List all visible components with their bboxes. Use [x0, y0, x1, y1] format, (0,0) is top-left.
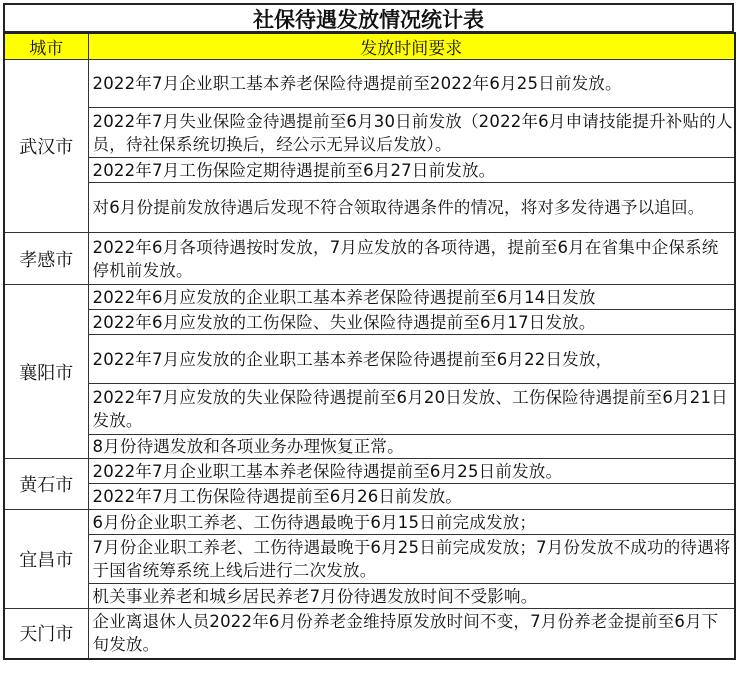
requirement-cell: 2022年7月工伤保险待遇提前至6月26日前发放。 — [88, 484, 735, 510]
table-row — [4, 310, 735, 335]
requirement-cell: 2022年6月应发放的工伤保险、失业保险待遇提前至6月17日发放。 — [88, 310, 735, 335]
city-cell-huangshi: 黄石市 — [4, 459, 88, 510]
requirement-cell: 2022年7月企业职工基本养老保险待遇提前至6月25日前发放。 — [88, 459, 735, 484]
requirement-cell: 机关事业养老和城乡居民养老7月份待遇发放时间不受影响。 — [88, 584, 735, 609]
requirement-cell: 企业离退休人员2022年6月份养老金维持原发放时间不变，7月份养老金提前至6月下旬发放。 — [88, 609, 735, 659]
table-row — [4, 285, 735, 310]
header-requirement: 发放时间要求 — [88, 33, 735, 60]
table-row — [4, 535, 735, 584]
table-row — [4, 158, 735, 183]
city-cell-xiaogan: 孝感市 — [4, 233, 88, 285]
city-cell-wuhan: 武汉市 — [4, 60, 88, 233]
requirement-cell: 2022年7月应发放的企业职工基本养老保险待遇提前至6月22日发放， — [88, 335, 735, 384]
table-row — [4, 183, 735, 233]
requirement-cell: 8月份待遇发放和各项业务办理恢复正常。 — [88, 435, 735, 459]
requirement-cell: 2022年6月应发放的企业职工基本养老保险待遇提前至6月14日发放 — [88, 285, 735, 310]
city-cell-yichang: 宜昌市 — [4, 510, 88, 609]
table-row — [4, 435, 735, 459]
table-row — [4, 510, 735, 535]
table-row — [4, 459, 735, 484]
table-row — [4, 384, 735, 435]
requirement-cell: 6月份企业职工养老、工伤待遇最晚于6月15日前完成发放； — [88, 510, 735, 535]
table-row — [4, 584, 735, 609]
requirement-cell: 对6月份提前发放待遇后发现不符合领取待遇条件的情况，将对多发待遇予以追回。 — [88, 183, 735, 233]
requirement-cell: 7月份企业职工养老、工伤待遇最晚于6月25日前完成发放；7月份发放不成功的待遇将于国省统筹系统上线后进行二次发放。 — [88, 535, 735, 584]
table-row — [4, 108, 735, 158]
requirement-cell: 2022年7月失业保险金待遇提前至6月30日前发放（2022年6月申请技能提升补贴的人员，待社保系统切换后，经公示无异议后发放）。 — [88, 108, 735, 158]
requirement-cell: 2022年7月工伤保险定期待遇提前至6月27日前发放。 — [88, 158, 735, 183]
statistics-sheet — [3, 3, 734, 660]
header-row — [4, 33, 735, 60]
table-title: 社保待遇发放情况统计表 — [3, 3, 734, 32]
table-row — [4, 233, 735, 285]
requirement-cell: 2022年7月企业职工基本养老保险待遇提前至2022年6月25日前发放。 — [88, 60, 735, 108]
table-row — [4, 60, 735, 108]
city-cell-xiangyang: 襄阳市 — [4, 285, 88, 459]
pension-payment-table — [3, 32, 736, 660]
table-row — [4, 484, 735, 510]
table-row — [4, 609, 735, 659]
table-row — [4, 335, 735, 384]
header-city: 城市 — [4, 33, 88, 60]
requirement-cell: 2022年7月应发放的失业保险待遇提前至6月20日发放、工伤保险待遇提前至6月21日发放。 — [88, 384, 735, 435]
requirement-cell: 2022年6月各项待遇按时发放，7月应发放的各项待遇，提前至6月在省集中企保系统停机前发放。 — [88, 233, 735, 285]
city-cell-tianmen: 天门市 — [4, 609, 88, 659]
